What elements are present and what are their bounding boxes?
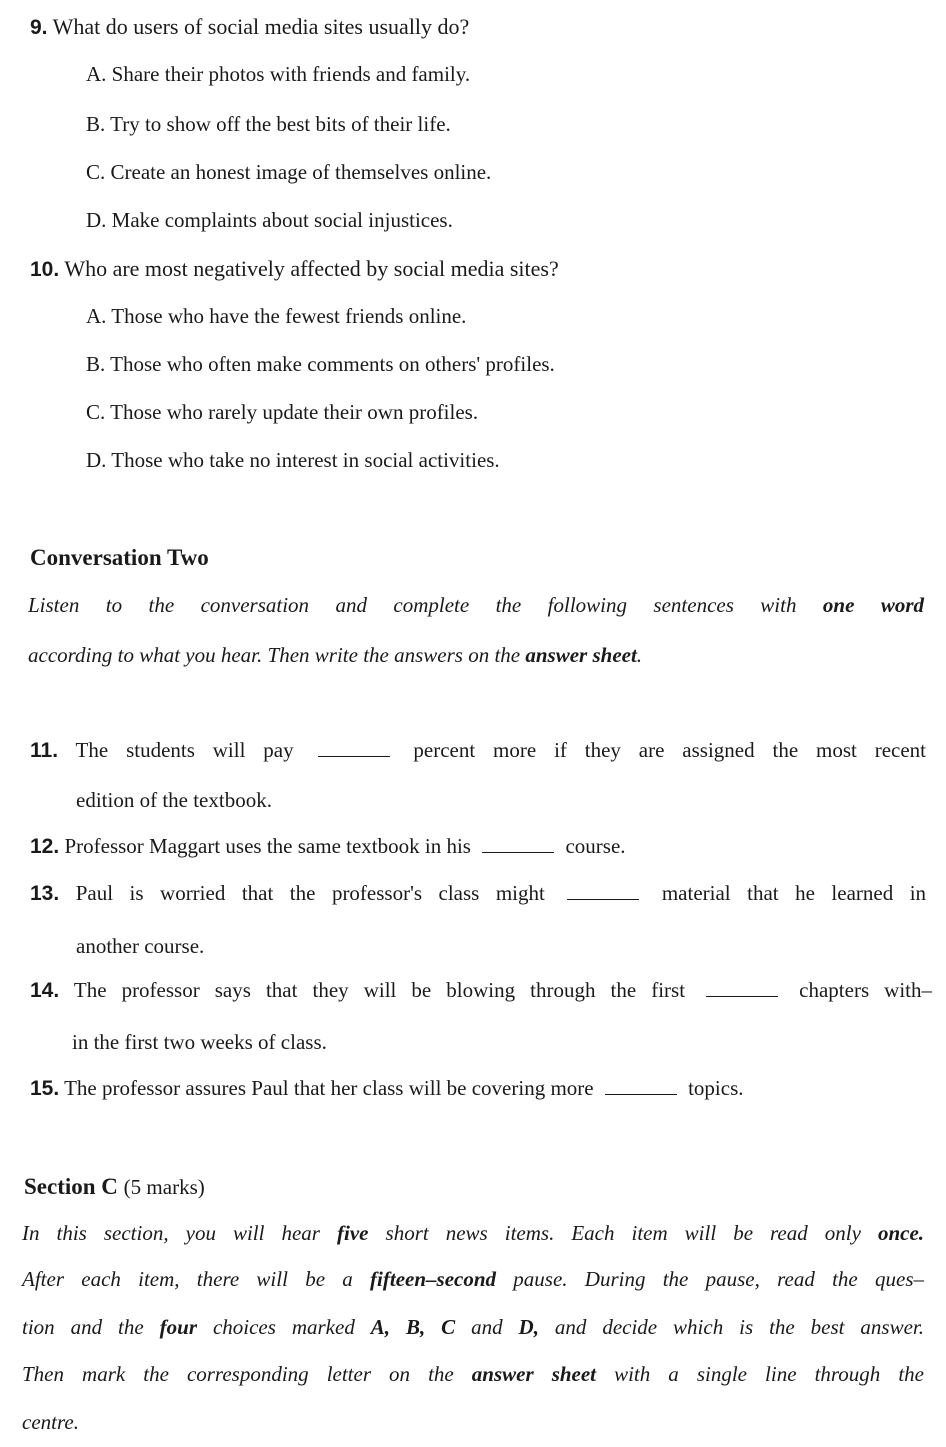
- question-text: What do users of social media sites usually do?: [52, 14, 470, 39]
- question-12: [30, 834, 626, 859]
- instruction-text: according to what you hear. Then write the answers on the: [28, 643, 521, 667]
- question-9: [30, 14, 469, 40]
- question-text: material that he learned in: [661, 881, 927, 905]
- instruction-emphasis: A, B, C: [370, 1315, 456, 1339]
- question-text: Paul is worried that the professor's class might: [75, 881, 545, 905]
- answer-blank: [605, 1080, 677, 1095]
- q10-option-d: D. Those who take no interest in social activities.: [86, 448, 500, 472]
- question-11-line-1: [30, 738, 926, 763]
- instruction-text: .: [636, 643, 643, 667]
- question-text: The students will pay: [75, 738, 294, 762]
- question-text: percent more if they are assigned the most recent: [413, 738, 927, 762]
- question-text: course.: [565, 834, 626, 858]
- q10-option-c: C. Those who rarely update their own profiles.: [86, 400, 479, 424]
- question-15: [30, 1076, 744, 1101]
- conversation-two-heading: Conversation Two: [30, 545, 209, 570]
- question-number: 12.: [30, 835, 60, 858]
- section-c-heading: [24, 1174, 205, 1200]
- instruction-text: short news items. Each item will be read only: [385, 1221, 861, 1245]
- instruction-text: pause. During the pause, read the ques–: [513, 1267, 925, 1291]
- question-text: The professor assures Paul that her class will be covering more: [64, 1076, 594, 1100]
- question-14-line-1: [30, 978, 932, 1003]
- section-title: Section C: [24, 1174, 118, 1199]
- question-13-line-1: [30, 881, 926, 906]
- question-text: Who are most negatively affected by social media sites?: [64, 256, 559, 281]
- question-text: The professor says that they will be blowing through the first: [73, 978, 686, 1002]
- instruction-text: with a single line through the: [614, 1362, 924, 1386]
- instruction-text: tion and the: [22, 1315, 144, 1339]
- instruction-text: After each item, there will be a: [22, 1267, 353, 1291]
- q9-option-c: C. Create an honest image of themselves online.: [86, 160, 492, 184]
- instruction-text: and decide which is the best answer.: [554, 1315, 925, 1339]
- question-number: 15.: [30, 1077, 60, 1100]
- section-c-instruction-line-5: centre.: [22, 1410, 79, 1434]
- question-11-line-2: edition of the textbook.: [76, 788, 272, 812]
- answer-blank: [318, 742, 390, 757]
- instruction-emphasis: four: [159, 1315, 197, 1339]
- q10-option-b: B. Those who often make comments on others' profiles.: [86, 352, 555, 376]
- answer-blank: [482, 838, 554, 853]
- q9-option-d: D. Make complaints about social injustices.: [86, 208, 453, 232]
- instruction-text: Listen to the conversation and complete the following sentences with: [28, 593, 797, 617]
- answer-blank: [706, 982, 778, 997]
- conversation-two-instruction-line-1: [28, 593, 924, 618]
- question-13-line-2: another course.: [76, 934, 205, 958]
- question-text: Professor Maggart uses the same textbook in his: [64, 834, 471, 858]
- question-number: 10.: [30, 258, 60, 281]
- instruction-text: choices marked: [212, 1315, 355, 1339]
- q10-option-a: A. Those who have the fewest friends online.: [86, 304, 467, 328]
- instruction-emphasis: D,: [518, 1315, 539, 1339]
- section-c-instruction-line-1: [22, 1221, 924, 1246]
- question-10: [30, 256, 559, 282]
- question-number: 13.: [30, 882, 60, 905]
- instruction-text: In this section, you will hear: [22, 1221, 320, 1245]
- question-text: chapters with–: [799, 978, 932, 1002]
- conversation-two-instruction-line-2: [28, 643, 924, 668]
- section-c-instruction-line-3: [22, 1315, 924, 1340]
- question-number: 9.: [30, 16, 48, 39]
- section-c-instruction-line-2: [22, 1267, 924, 1292]
- section-marks: (5 marks): [123, 1175, 205, 1199]
- instruction-text: Then mark the corresponding letter on the: [22, 1362, 454, 1386]
- instruction-text: and: [471, 1315, 503, 1339]
- instruction-emphasis: fifteen–second: [370, 1267, 497, 1291]
- instruction-emphasis: once.: [877, 1221, 925, 1245]
- question-14-line-2: in the first two weeks of class.: [72, 1030, 327, 1054]
- instruction-emphasis: answer sheet: [525, 643, 637, 667]
- instruction-emphasis: one word: [822, 593, 925, 617]
- question-number: 11.: [30, 739, 59, 762]
- q9-option-a: A. Share their photos with friends and family.: [86, 62, 471, 86]
- instruction-emphasis: answer sheet: [471, 1362, 597, 1386]
- section-c-instruction-line-4: [22, 1362, 924, 1387]
- q9-option-b: B. Try to show off the best bits of their life.: [86, 112, 451, 136]
- instruction-emphasis: five: [337, 1221, 369, 1245]
- question-text: topics.: [688, 1076, 744, 1100]
- question-number: 14.: [30, 979, 60, 1002]
- answer-blank: [567, 885, 639, 900]
